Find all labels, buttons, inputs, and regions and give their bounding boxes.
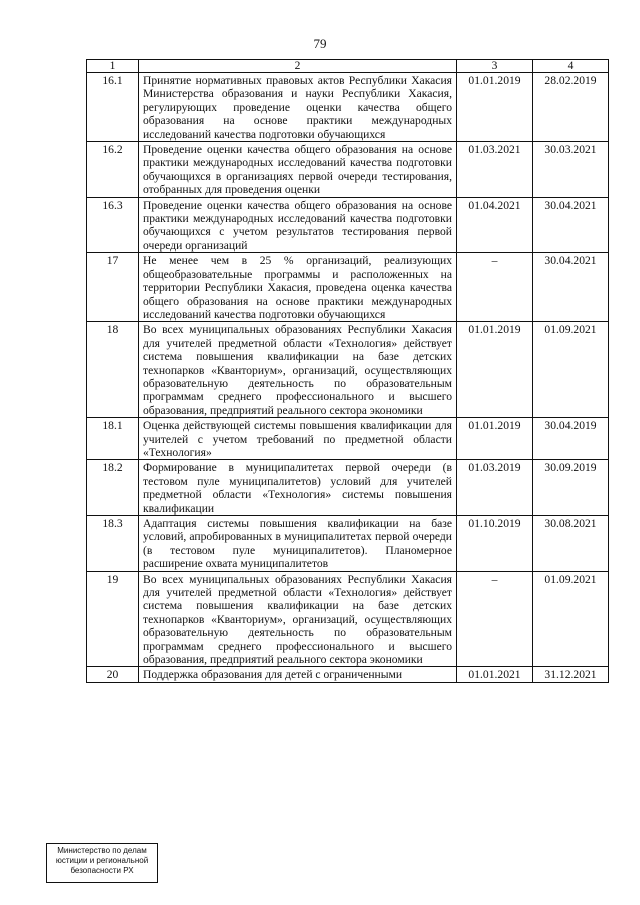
row-description: Поддержка образования для детей с ограниченными [139,667,457,682]
row-end-date: 30.03.2021 [533,142,609,198]
row-start-date: 01.03.2021 [457,142,533,198]
row-description: Проведение оценки качества общего образования на основе практики международных исследований качества подготовки обучающихся в организациях первой очереди тестирования, отобранных для проведения оценки [139,142,457,198]
column-header: 3 [457,60,533,73]
table-row [87,418,609,460]
row-start-date: 01.10.2019 [457,516,533,572]
row-description: Во всех муниципальных образованиях Республики Хакасия для учителей предметной области «Технология» действует система повышения квалификации на базе детских технопарков «Кванториум», организаций, осуществляющих образовательную деятельность по образовательным программам среднего профессионального и высшего образования, предприятий реального сектора экономики [139,322,457,418]
column-header: 4 [533,60,609,73]
row-start-date: 01.04.2021 [457,197,533,253]
column-header: 2 [139,60,457,73]
row-description: Не менее чем в 25 % организаций, реализующих общеобразовательные программы и расположенных на территории Республики Хакасия, проведена оценка качества общего образования на основе практики международных исследований качества подготовки обучающихся [139,253,457,322]
table-row [87,197,609,253]
row-start-date: 01.03.2019 [457,460,533,516]
row-description: Оценка действующей системы повышения квалификации для учителей с учетом требований по предметной области «Технология» [139,418,457,460]
table-row [87,322,609,418]
row-description: Формирование в муниципалитетах первой очереди (в тестовом пуле муниципалитетов) условий для учителей предметной области «Технология» системы повышения квалификации [139,460,457,516]
row-number: 18.1 [87,418,139,460]
stamp-line: безопасности РХ [70,866,134,875]
row-end-date: 30.04.2021 [533,253,609,322]
table-row [87,73,609,142]
row-number: 16.1 [87,73,139,142]
page-number: 79 [313,36,327,51]
table-row [87,142,609,198]
table-row [87,667,609,682]
row-number: 17 [87,253,139,322]
row-end-date: 31.12.2021 [533,667,609,682]
row-number: 18.3 [87,516,139,572]
row-start-date: 01.01.2021 [457,667,533,682]
table-header-row [87,60,609,73]
stamp-line: Министерство по делам [57,846,147,855]
row-start-date: 01.01.2019 [457,73,533,142]
row-end-date: 30.09.2019 [533,460,609,516]
registration-stamp [46,843,158,883]
row-start-date: 01.01.2019 [457,322,533,418]
row-number: 20 [87,667,139,682]
column-header: 1 [87,60,139,73]
stamp-line: юстиции и региональной [55,856,149,865]
row-start-date: 01.01.2019 [457,418,533,460]
row-end-date: 30.08.2021 [533,516,609,572]
row-end-date: 30.04.2019 [533,418,609,460]
table-row [87,253,609,322]
row-number: 16.3 [87,197,139,253]
row-description: Проведение оценки качества общего образования на основе практики международных исследований качества подготовки обучающихся с учетом результатов тестирования первой очереди организаций [139,197,457,253]
row-end-date: 30.04.2021 [533,197,609,253]
row-description: Адаптация системы повышения квалификации на базе условий, апробированных в муниципалитетах первой очереди (в тестовом пуле муниципалитетов). Планомерное расширение охвата муниципалитетов [139,516,457,572]
table-row [87,460,609,516]
plan-table [86,59,609,683]
row-end-date: 01.09.2021 [533,322,609,418]
table-row [87,516,609,572]
row-number: 16.2 [87,142,139,198]
row-end-date: 28.02.2019 [533,73,609,142]
row-description: Во всех муниципальных образованиях Республики Хакасия для учителей предметной области «Технология» действует система повышения квалификации на базе детских технопарков «Кванториум», организаций, осуществляющих образовательную деятельность по образовательным программам среднего профессионального и высшего образования, предприятий реального сектора экономики [139,571,457,667]
row-end-date: 01.09.2021 [533,571,609,667]
row-start-date: – [457,571,533,667]
row-description: Принятие нормативных правовых актов Республики Хакасия Министерства образования и науки Республики Хакасия, регулирующих проведение оценки качества общего образования на основе практики международных исследований качества подготовки обучающихся [139,73,457,142]
table-row [87,571,609,667]
row-start-date: – [457,253,533,322]
row-number: 18.2 [87,460,139,516]
row-number: 19 [87,571,139,667]
row-number: 18 [87,322,139,418]
